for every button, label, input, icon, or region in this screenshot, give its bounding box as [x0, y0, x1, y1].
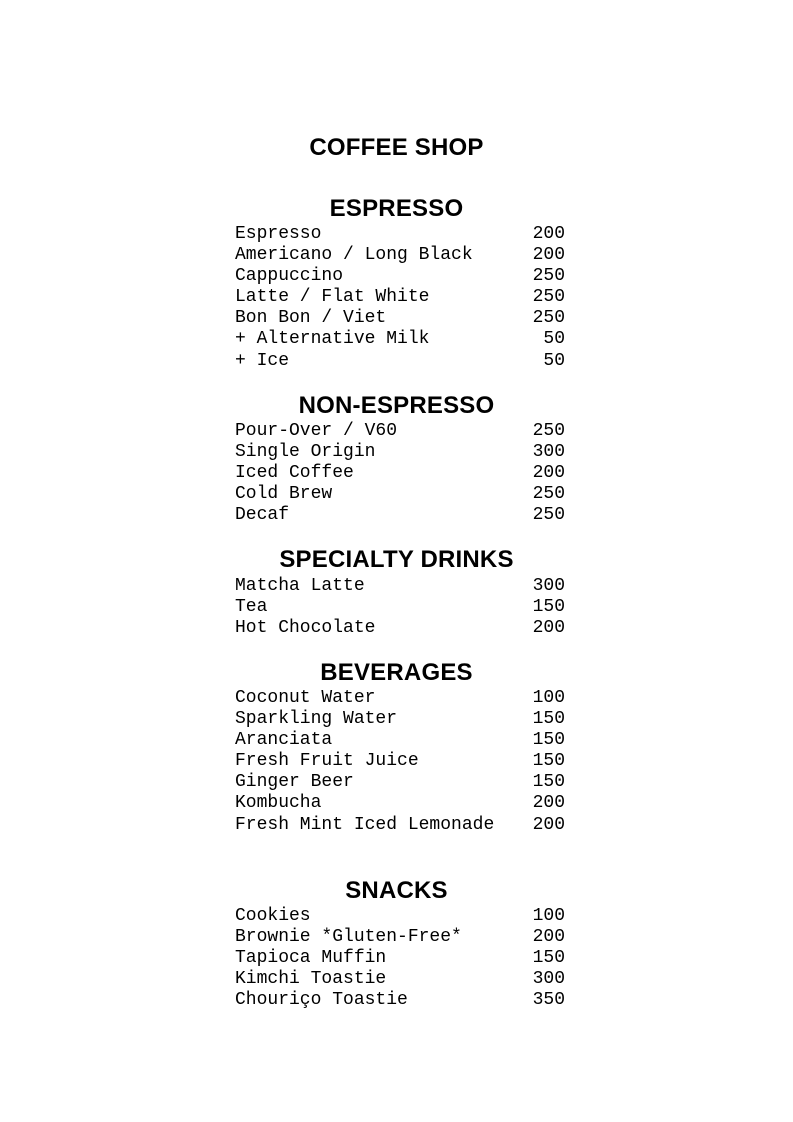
item-price: 300 — [532, 442, 565, 463]
item-price: 200 — [532, 463, 565, 484]
item-price: 50 — [543, 329, 565, 350]
menu-item — [235, 927, 565, 948]
item-name: Brownie *Gluten-Free* — [235, 927, 462, 948]
menu-item — [235, 772, 565, 793]
menu-item — [235, 751, 565, 772]
item-price: 250 — [532, 266, 565, 287]
menu-item — [235, 906, 565, 927]
menu-item — [235, 969, 565, 990]
section-heading-snacks: SNACKS — [345, 877, 448, 904]
item-name: Decaf — [235, 505, 290, 526]
item-name: Pour-Over / V60 — [235, 421, 398, 441]
menu-item — [235, 709, 565, 730]
item-name: Iced Coffee — [235, 463, 354, 484]
menu-item — [235, 576, 565, 597]
item-price: 200 — [532, 927, 565, 948]
menu-item — [235, 730, 565, 751]
item-price: 250 — [532, 484, 565, 505]
section-list-specialty-drinks — [235, 576, 565, 639]
menu-item — [235, 266, 565, 287]
item-price: 150 — [532, 730, 565, 751]
menu-item — [235, 815, 565, 836]
item-name: Hot Chocolate — [235, 618, 376, 639]
menu-item — [235, 688, 565, 709]
item-price: 250 — [532, 505, 565, 526]
item-name: Kombucha — [235, 793, 322, 814]
item-name: Aranciata — [235, 730, 333, 751]
item-name: Kimchi Toastie — [235, 969, 387, 990]
item-price: 100 — [532, 688, 565, 708]
menu-item — [235, 948, 565, 969]
menu-item — [235, 463, 565, 484]
menu-item — [235, 793, 565, 814]
item-price: 200 — [532, 224, 565, 244]
section-heading-espresso: ESPRESSO — [329, 195, 464, 222]
menu-item — [235, 484, 565, 505]
menu-item — [235, 351, 565, 372]
menu-title: COFFEE SHOP — [309, 134, 484, 161]
item-name: + Alternative Milk — [235, 329, 430, 350]
item-price: 200 — [532, 814, 565, 835]
item-name: Tea — [235, 597, 268, 618]
item-name: Cappuccino — [235, 266, 344, 287]
item-price: 250 — [532, 308, 565, 329]
section-heading-specialty-drinks: SPECIALTY DRINKS — [279, 546, 514, 573]
menu-item — [235, 224, 565, 245]
item-name: Americano / Long Black — [235, 245, 473, 266]
item-name: + Ice — [235, 350, 290, 371]
menu-item — [235, 308, 565, 329]
menu-item — [235, 618, 565, 639]
item-name: Latte / Flat White — [235, 287, 430, 308]
menu-item — [235, 990, 565, 1011]
item-price: 200 — [532, 793, 565, 814]
item-name: Fresh Fruit Juice — [235, 751, 419, 772]
item-name: Matcha Latte — [235, 576, 365, 596]
item-name: Chouriço Toastie — [235, 990, 408, 1011]
item-price: 150 — [532, 597, 565, 618]
section-list-espresso — [235, 224, 565, 372]
item-name: Sparkling Water — [235, 709, 398, 730]
section-list-beverages — [235, 688, 565, 836]
item-price: 250 — [532, 287, 565, 308]
menu-item — [235, 329, 565, 350]
item-price: 250 — [532, 421, 565, 441]
section-heading-beverages: BEVERAGES — [320, 659, 473, 686]
item-price: 100 — [532, 906, 565, 926]
menu-item — [235, 505, 565, 526]
item-price: 150 — [532, 751, 565, 772]
item-name: Tapioca Muffin — [235, 948, 387, 969]
item-price: 300 — [532, 576, 565, 596]
item-price: 300 — [532, 969, 565, 990]
menu-item — [235, 442, 565, 463]
item-price: 50 — [543, 350, 565, 371]
item-price: 150 — [532, 948, 565, 969]
item-name: Coconut Water — [235, 688, 376, 708]
menu-item — [235, 597, 565, 618]
section-heading-non-espresso: NON-ESPRESSO — [298, 392, 495, 419]
menu-item — [235, 421, 565, 442]
item-name: Ginger Beer — [235, 772, 354, 793]
menu-item — [235, 287, 565, 308]
item-name: Espresso — [235, 224, 322, 244]
item-name: Cookies — [235, 906, 311, 926]
item-price: 200 — [532, 618, 565, 639]
section-list-non-espresso — [235, 421, 565, 526]
item-name: Cold Brew — [235, 484, 333, 505]
item-price: 200 — [532, 245, 565, 266]
item-price: 350 — [532, 990, 565, 1011]
menu-item — [235, 245, 565, 266]
section-list-snacks — [235, 906, 565, 1011]
item-name: Single Origin — [235, 442, 376, 463]
item-price: 150 — [532, 709, 565, 730]
item-price: 150 — [532, 772, 565, 793]
item-name: Fresh Mint Iced Lemonade — [235, 814, 495, 835]
item-name: Bon Bon / Viet — [235, 308, 387, 329]
